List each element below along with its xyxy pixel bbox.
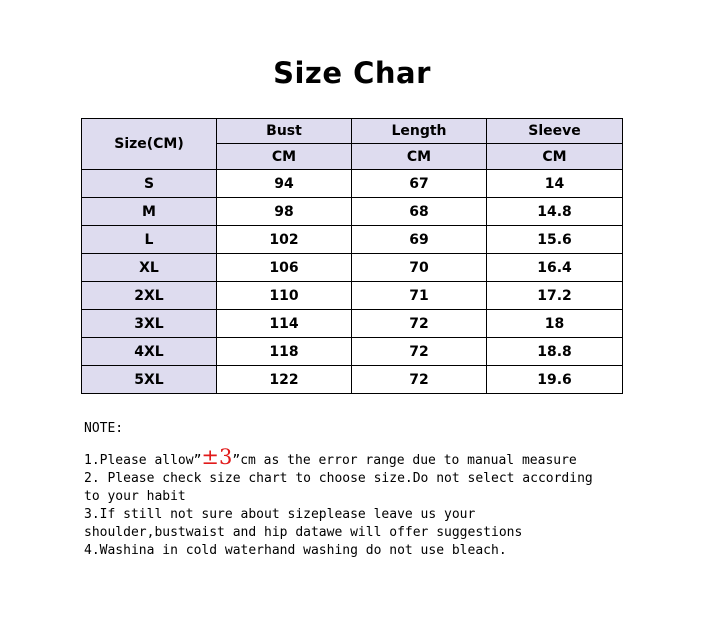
size-label: 5XL: [82, 366, 217, 394]
length-value: 72: [352, 366, 487, 394]
note-1: [84, 445, 684, 470]
notes-section: [84, 420, 684, 560]
bust-value: 94: [217, 170, 352, 198]
note-1-text-end: ”cm as the error range due to manual measure: [232, 453, 577, 468]
length-value: 67: [352, 170, 487, 198]
column-header-length: Length: [352, 119, 487, 144]
size-label: 3XL: [82, 310, 217, 338]
bust-value: 110: [217, 282, 352, 310]
sleeve-value: 16.4: [487, 254, 623, 282]
length-value: 69: [352, 226, 487, 254]
size-label: 2XL: [82, 282, 217, 310]
table-header-row: [82, 119, 623, 144]
bust-value: 118: [217, 338, 352, 366]
table-row: [82, 170, 623, 198]
bust-value: 98: [217, 198, 352, 226]
note-4: 4.Washina in cold waterhand washing do not use bleach.: [84, 543, 507, 558]
bust-value: 106: [217, 254, 352, 282]
table-row: [82, 226, 623, 254]
table-row: [82, 310, 623, 338]
notes-heading: NOTE:: [84, 421, 124, 436]
table-row: [82, 338, 623, 366]
column-header-sleeve: Sleeve: [487, 119, 623, 144]
size-label: M: [82, 198, 217, 226]
size-label: L: [82, 226, 217, 254]
length-value: 72: [352, 338, 487, 366]
column-header-bust: Bust: [217, 119, 352, 144]
table-row: [82, 254, 623, 282]
sleeve-value: 19.6: [487, 366, 623, 394]
length-value: 68: [352, 198, 487, 226]
size-label: S: [82, 170, 217, 198]
length-value: 70: [352, 254, 487, 282]
size-label: 4XL: [82, 338, 217, 366]
sleeve-value: 14.8: [487, 198, 623, 226]
table-row: [82, 282, 623, 310]
sleeve-value: 18: [487, 310, 623, 338]
size-chart-table: [81, 118, 623, 394]
size-label: XL: [82, 254, 217, 282]
note-3-line-2: shoulder,bustwaist and hip datawe will offer suggestions: [84, 525, 523, 540]
length-value: 72: [352, 310, 487, 338]
unit-sleeve: CM: [487, 144, 623, 170]
note-2-line-1: 2. Please check size chart to choose size.Do not select according: [84, 471, 593, 486]
tolerance-highlight: ±3: [201, 445, 233, 469]
unit-length: CM: [352, 144, 487, 170]
note-1-text-start: 1.Please allow”: [84, 453, 202, 468]
note-2-line-2: to your habit: [84, 489, 186, 504]
sleeve-value: 18.8: [487, 338, 623, 366]
bust-value: 122: [217, 366, 352, 394]
unit-bust: CM: [217, 144, 352, 170]
sleeve-value: 14: [487, 170, 623, 198]
table-row: [82, 366, 623, 394]
sleeve-value: 17.2: [487, 282, 623, 310]
bust-value: 102: [217, 226, 352, 254]
sleeve-value: 15.6: [487, 226, 623, 254]
note-3-line-1: 3.If still not sure about sizeplease leave us your: [84, 507, 476, 522]
table-row: [82, 198, 623, 226]
corner-header: Size(CM): [82, 119, 217, 170]
length-value: 71: [352, 282, 487, 310]
page-title: Size Char: [273, 56, 431, 90]
bust-value: 114: [217, 310, 352, 338]
